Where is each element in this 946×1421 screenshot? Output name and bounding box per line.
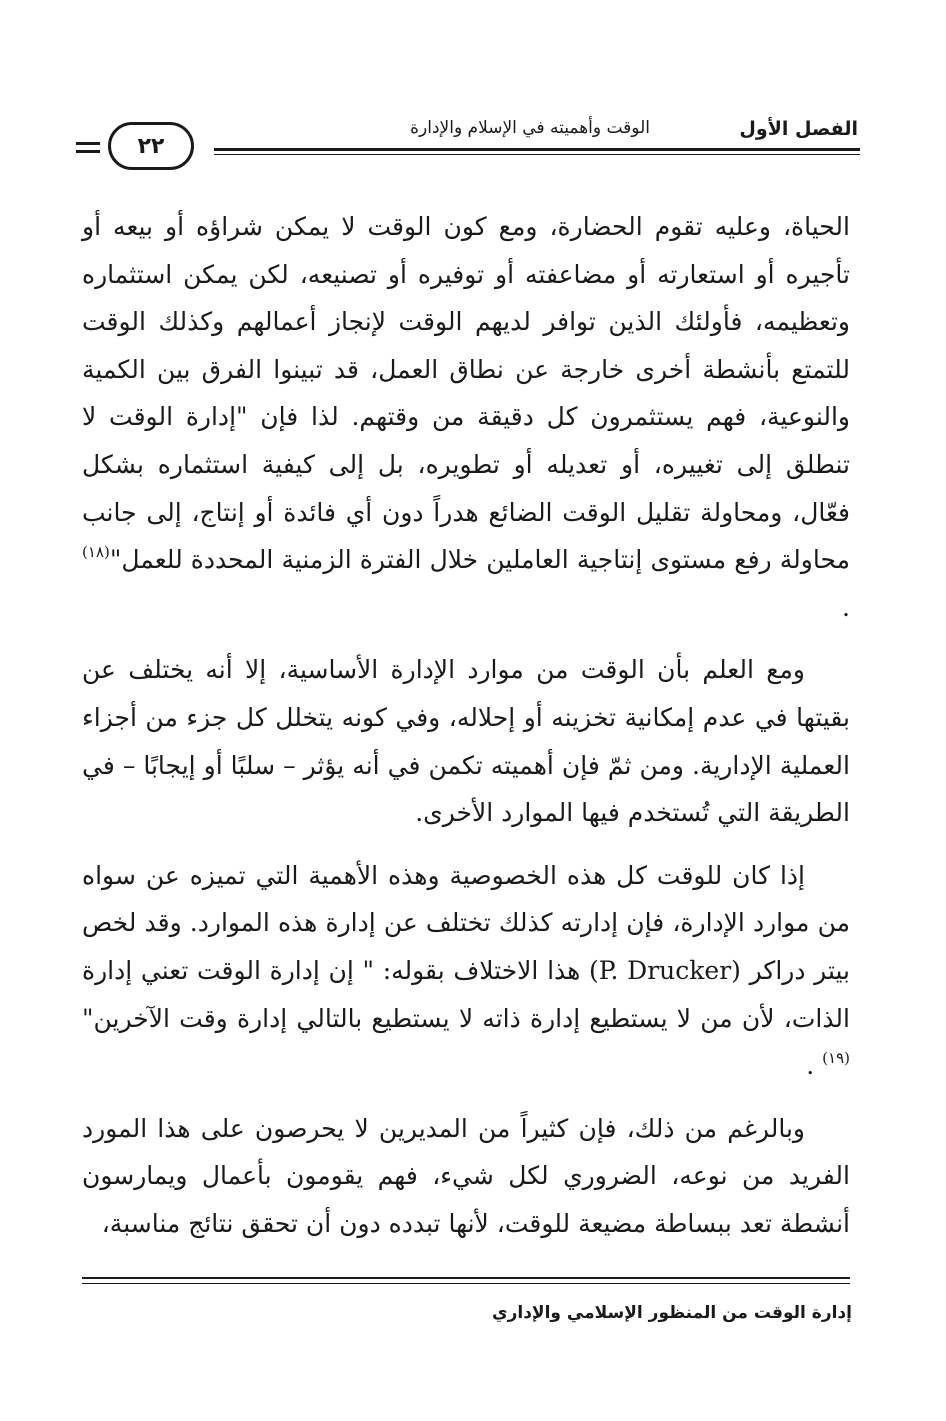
chapter-title: الفصل الأول: [739, 118, 858, 140]
paragraph-end: .: [842, 592, 850, 622]
header-rule: [214, 148, 860, 151]
header-rule-thin: [214, 154, 860, 155]
paragraph-text: وبالرغم من ذلك، فإن كثيراً من المديرين لا يحرصون على هذا المورد الفريد من نوعه، الضروري لكل شيء، فهم يقومون بأعمال ويمارسون أنشطة تعد ببساطة مضيعة للوقت، لأنها تبدده دون أن تحقق نتائج مناسبة،: [82, 1113, 850, 1238]
page-number: ٢٢: [108, 122, 194, 170]
footer-rule: [82, 1277, 850, 1279]
paragraph-text: إذا كان للوقت كل هذه الخصوصية وهذه الأهمية التي تميزه عن سواه من موارد الإدارة، فإن إدارته كذلك تختلف عن إدارة هذه الموارد. وقد لخص بيتر دراكر: [82, 860, 850, 985]
paragraph-4: [82, 1105, 850, 1248]
footer-book-title: إدارة الوقت من المنظور الإسلامي والإداري: [492, 1303, 852, 1323]
paragraph-1: [82, 203, 850, 631]
latin-name: (P. Drucker): [589, 955, 741, 985]
footer-rule-thin: [82, 1283, 850, 1284]
page-header: [70, 112, 860, 182]
page-body: [82, 203, 850, 1262]
paragraph-text: ومع العلم بأن الوقت من موارد الإدارة الأساسية، إلا أنه يختلف عن بقيتها في عدم إمكانية تخزينه أو إحلاله، وفي كونه يتخلل كل جزء من أجزاء العملية الإدارية. ومن ثمّ فإن أهميته تكمن في أنه يؤثر – سلبًا أو إيجابًا – في الطريقة التي تُستخدم فيها الموارد الأخرى.: [82, 655, 850, 828]
paragraph-text: هذا الاختلاف بقوله: " إن إدارة الوقت تعني إدارة الذات، لأن من لا يستطيع إدارة ذاته لا يستطيع بالتالي إدارة وقت الآخرين": [82, 955, 850, 1033]
footnote-ref: (١٨): [82, 543, 110, 562]
paragraph-2: [82, 646, 850, 836]
paragraph-end: .: [806, 1051, 815, 1081]
footnote-ref: (١٩): [822, 1049, 850, 1068]
header-ornament: [76, 142, 100, 158]
paragraph-text: الحياة، وعليه تقوم الحضارة، ومع كون الوقت لا يمكن شراؤه أو بيعه أو تأجيره أو استعارته أو مضاعفته أو توفيره أو تصنيعه، لكن يمكن استثماره وتعظيمه، فأولئك الذين توافر لديهم الوقت لإنجاز أعمالهم وكذلك الوقت للتمتع بأنشطة أخرى خارجة عن نطاق العمل، قد تبينوا الفرق بين الكمية والنوعية، فهم يستثمرون كل دقيقة من وقتهم. لذا فإن "إدارة الوقت لا تنطلق إلى تغييره، أو تعديله أو تطويره، بل إلى كيفية استثماره بشكل فعّال، ومحاولة تقليل الوقت الضائع هدراً دون أي فائدة أو إنتاج، إلى جانب محاولة رفع مستوى إنتاجية العاملين خلال الفترة الزمنية المحددة للعمل": [82, 212, 850, 575]
paragraph-3: [82, 852, 850, 1090]
running-book-title: الوقت وأهميته في الإسلام والإدارة: [410, 118, 650, 138]
